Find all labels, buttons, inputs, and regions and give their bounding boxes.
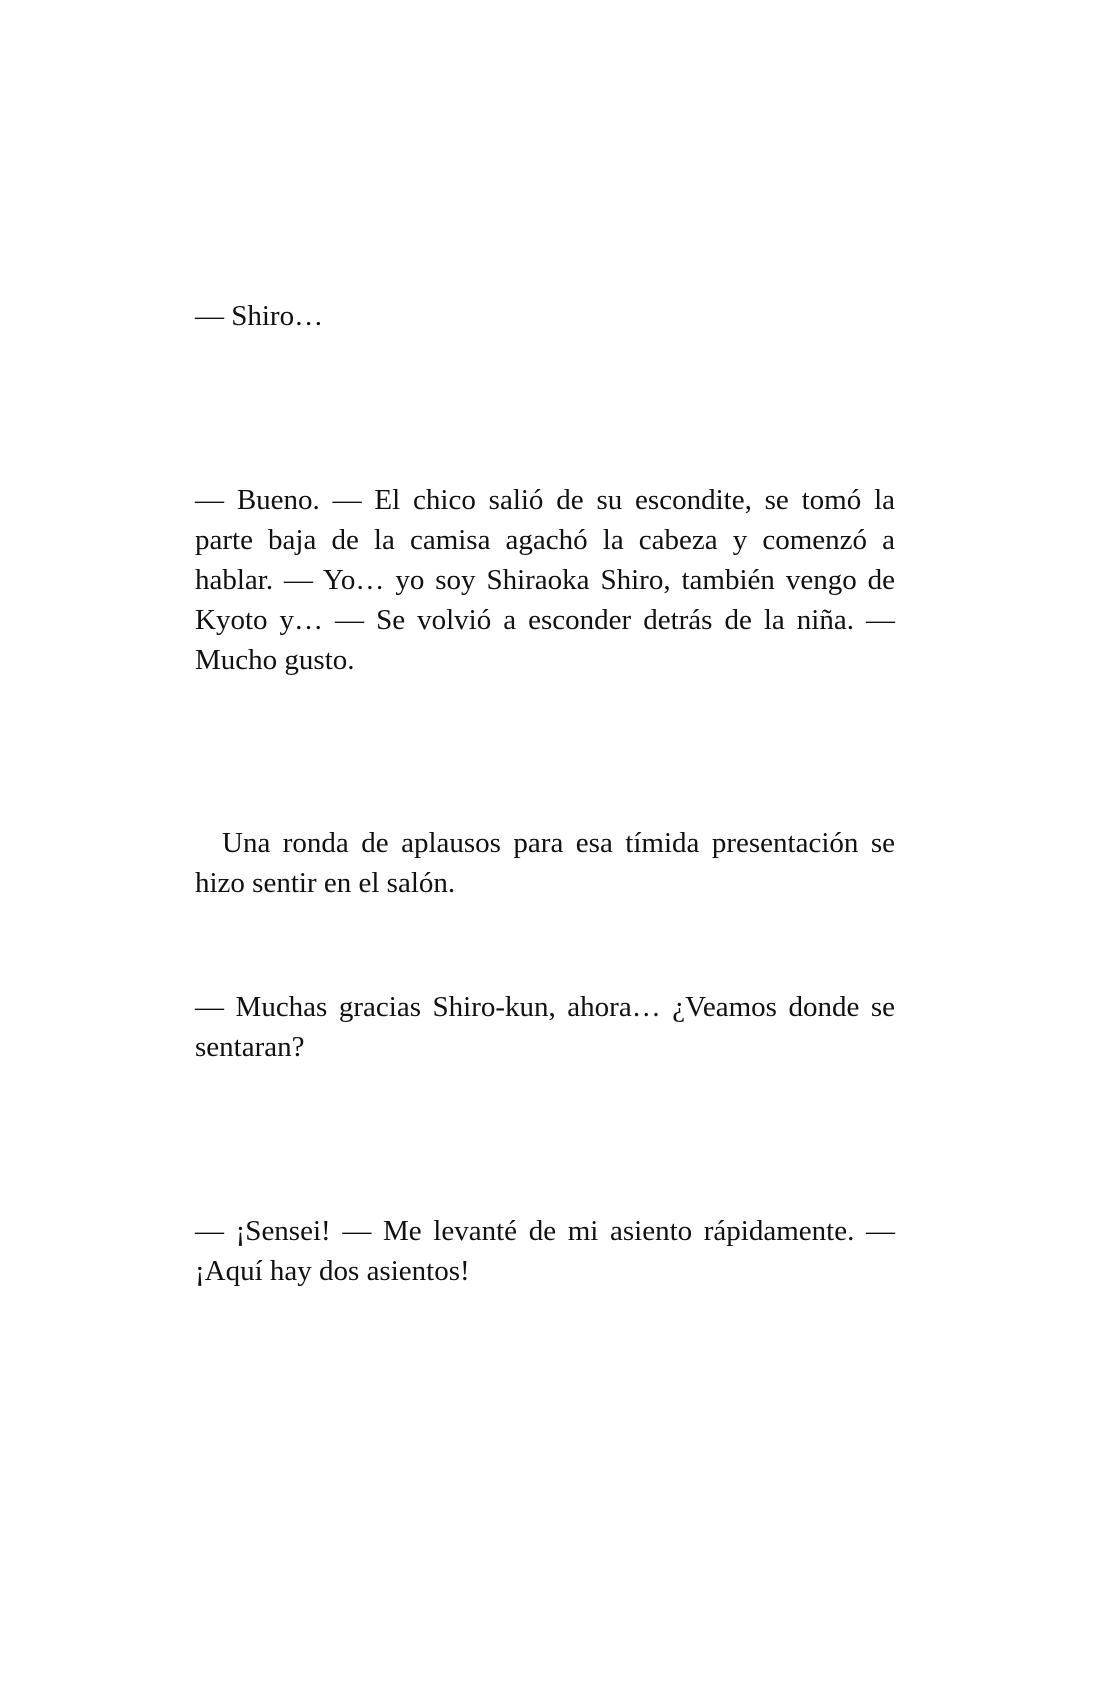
paragraph-thanks: — Muchas gracias Shiro-kun, ahora… ¿Veamos donde se sentaran? xyxy=(195,991,895,1063)
paragraph-shiro: — Shiro… xyxy=(195,300,324,332)
paragraph-sensei: — ¡Sensei! — Me levanté de mi asiento rápidamente. — ¡Aquí hay dos asientos! xyxy=(195,1215,895,1287)
paragraph-introduction: — Bueno. — El chico salió de su escondite, se tomó la parte baja de la camisa agachó la cabeza y comenzó a hablar. — Yo… yo soy Shiraoka Shiro, también vengo de Kyoto y… — Se volvió a esconder detrás de la niña. — Mucho gusto. xyxy=(195,484,895,676)
paragraph-applause: Una ronda de aplausos para esa tímida presentación se hizo sentir en el salón. xyxy=(195,827,895,899)
